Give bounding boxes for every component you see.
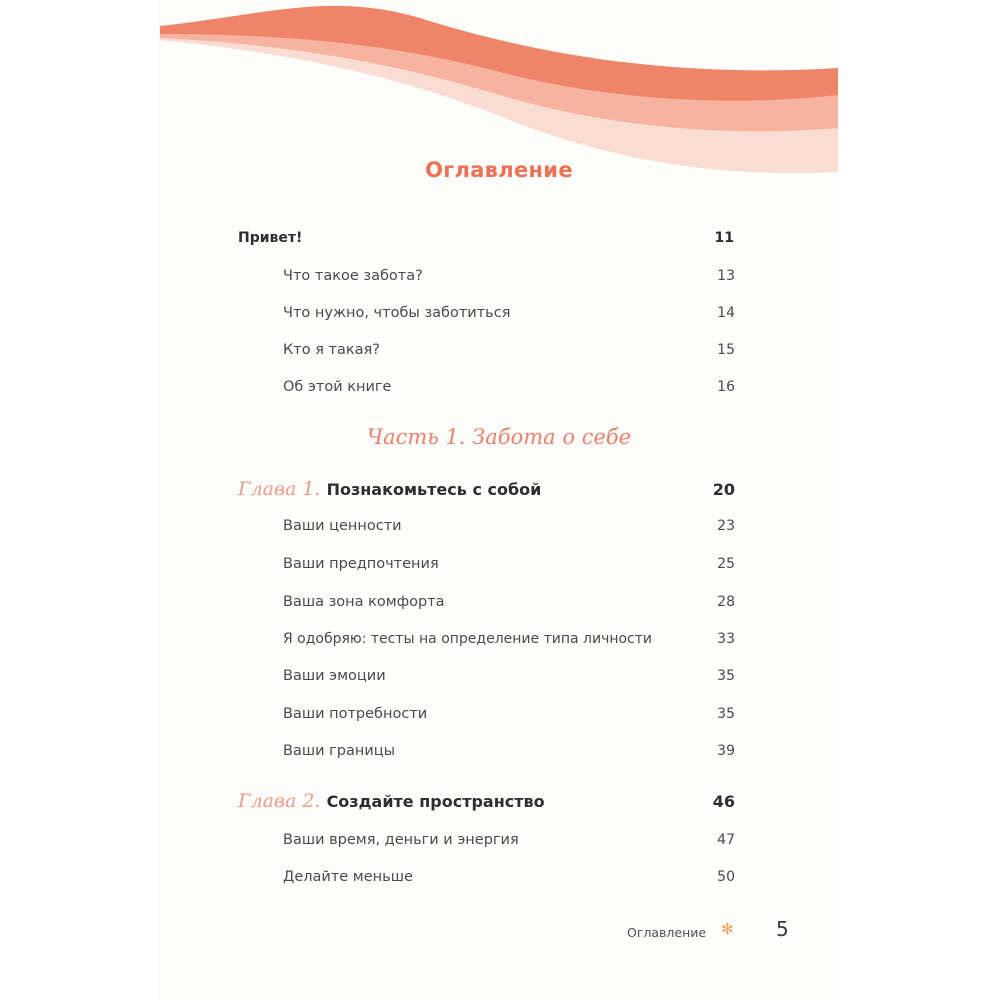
toc-entry[interactable] [283,594,735,610]
toc-entry-page: 35 [717,706,735,722]
toc-entry-label: Ваши эмоции [283,668,386,684]
toc-entry[interactable] [283,342,735,358]
toc-entry[interactable] [283,631,735,647]
footer-page-number: 5 [776,917,789,941]
toc-entry-label: Ваши границы [283,743,396,759]
toc-entry-page: 35 [717,668,735,684]
chapter-title [238,790,695,812]
toc-entry-label: Ваши ценности [283,518,402,534]
toc-entry-page: 39 [717,743,735,759]
toc-chapter-1[interactable] [238,478,735,500]
toc-entry-page: 33 [717,631,735,647]
toc-entry-page: 25 [717,556,735,572]
toc-chapter-2[interactable] [238,790,735,812]
chapter-title [238,478,695,500]
toc-entry-page: 16 [717,379,735,395]
toc-entry[interactable] [283,518,735,534]
toc-entry[interactable] [283,832,735,848]
toc-entry-page: 11 [714,230,734,246]
part-heading: Часть 1. Забота о себе [366,425,632,449]
footer-section-label: Оглавление [627,925,707,940]
decorative-wave [160,0,838,175]
chapter-prefix: Глава 1. [238,478,321,500]
toc-entry-label: Что нужно, чтобы заботиться [283,305,511,321]
toc-entry[interactable] [283,869,735,885]
toc-entry-label: Кто я такая? [283,342,380,358]
toc-entry-label: Ваши время, деньги и энергия [283,832,519,848]
toc-entry-label: Ваши потребности [283,706,428,722]
chapter-label: Создайте пространство [326,792,545,811]
toc-entry[interactable] [283,668,735,684]
toc-entry-page: 23 [717,518,735,534]
asterisk-icon: ✻ [721,920,734,938]
toc-entry[interactable] [283,305,735,321]
toc-entry-page: 46 [712,792,735,811]
toc-entry[interactable] [283,268,735,284]
toc-entry-page: 15 [717,342,735,358]
book-page [160,0,838,1000]
toc-entry[interactable] [283,706,735,722]
toc-entry-label: Делайте меньше [283,869,413,885]
toc-entry[interactable] [283,379,735,395]
toc-entry-page: 50 [717,869,735,885]
toc-entry-intro[interactable] [238,230,734,246]
toc-entry-label: Что такое забота? [283,268,423,284]
toc-entry-page: 13 [717,268,735,284]
toc-entry-label: Ваша зона комфорта [283,594,445,610]
toc-entry-label: Об этой книге [283,379,392,395]
toc-entry-page: 47 [717,832,735,848]
chapter-label: Познакомьтесь с собой [326,480,542,499]
toc-entry-label: Привет! [238,230,303,246]
toc-entry-page: 14 [717,305,735,321]
chapter-prefix: Глава 2. [238,790,321,812]
toc-entry[interactable] [283,743,735,759]
toc-title: Оглавление [425,158,573,182]
toc-entry[interactable] [283,556,735,572]
toc-entry-page: 20 [712,480,735,499]
toc-entry-page: 28 [717,594,735,610]
toc-entry-label: Ваши предпочтения [283,556,439,572]
toc-entry-label: Я одобряю: тесты на определение типа личности [283,631,653,647]
